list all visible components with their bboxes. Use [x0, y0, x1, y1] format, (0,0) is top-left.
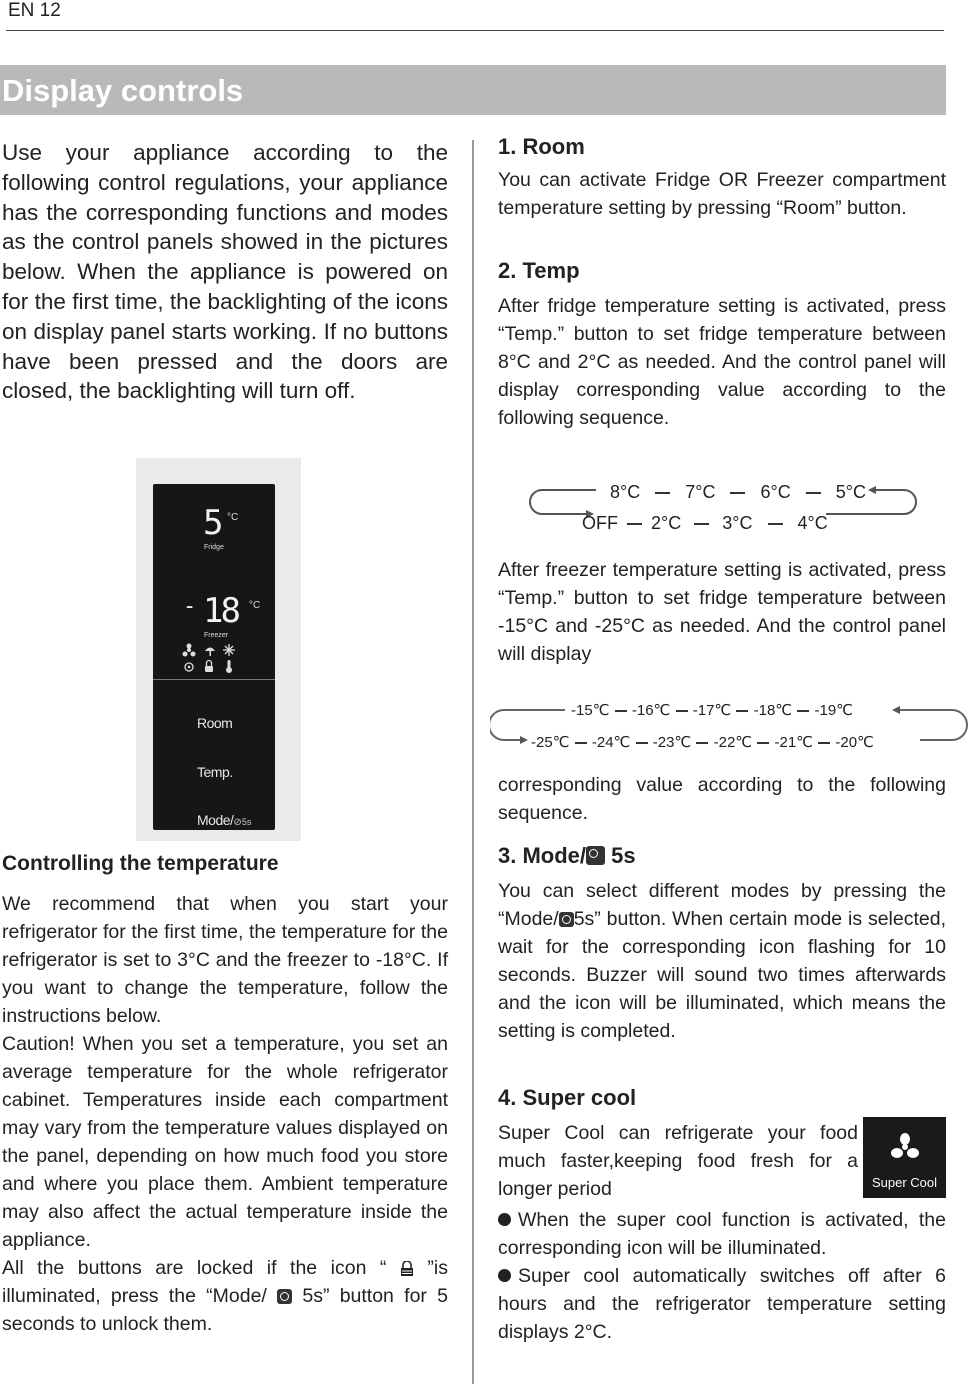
seq-off: OFF: [582, 513, 618, 533]
seq-minus15: -15℃: [571, 702, 610, 719]
seq-4c: 4°C: [797, 513, 828, 533]
freezer-unit: °C: [249, 600, 261, 611]
room-section: [498, 134, 946, 222]
fan-icon: [183, 644, 196, 657]
fan-icon: [890, 1132, 920, 1162]
mode-text: [498, 877, 946, 1045]
supercool-bullet-1: [498, 1206, 946, 1262]
temp-text-fridge: After fridge temperature setting is activated, press “Temp.” button to set fridge temperature between 8°C and 2°C as needed. And the control panel will display corresponding value according to the following sequence.: [498, 295, 946, 429]
seq-minus24: -24℃: [591, 734, 631, 751]
fridge-unit: °C: [227, 512, 239, 523]
section-title: Display controls: [2, 73, 244, 108]
room-text: You can activate Fridge OR Freezer compartment temperature setting by pressing “Room” button.: [498, 169, 946, 219]
controlling-text: [2, 890, 448, 1338]
lock-text-c: 5s” button for 5 seconds to unlock them.: [2, 1285, 448, 1335]
seq-minus17: -17℃: [692, 702, 732, 719]
control-panel-illustration: [136, 458, 301, 841]
freezer-label: Freezer: [204, 632, 229, 639]
supercool-heading: 4. Super cool: [498, 1085, 637, 1110]
controlling-paragraph-2: Caution! When you set a temperature, you set an average temperature for the whole refrigerator cabinet. Temperatures inside each compartment may vary from the temperature values displayed on the panel, depending on how much food you store and where you place them. Ambient temperature may also affect the actual temperature inside the appliance.: [2, 1033, 448, 1251]
temp-button[interactable]: Temp.: [197, 764, 233, 780]
seq-5c: 5°C: [835, 482, 866, 502]
lock-icon: [205, 661, 213, 673]
bullet-icon: [498, 1213, 511, 1226]
freezer-sequence-top: [571, 701, 853, 719]
mode-text-a: You can select different modes by pressing the “Mode/: [498, 880, 946, 930]
seq-minus21: -21℃: [774, 734, 814, 751]
seq-minus23: -23℃: [652, 734, 692, 751]
seq-7c: 7°C: [685, 482, 716, 502]
page-number: EN 12: [8, 0, 61, 21]
seq-minus25: -25℃: [531, 734, 570, 751]
bullet-icon: [498, 1269, 511, 1282]
control-panel: [153, 484, 275, 830]
seq-minus20: -20℃: [835, 734, 874, 751]
controlling-paragraph-1: We recommend that when you start your refrigerator for the first time, the temperature for the refrigerator is set to 3°C and the freezer to -18°C. If you want to change the temperature, follow the instructions below.: [2, 893, 448, 1027]
seq-minus22: -22℃: [713, 734, 753, 751]
snowflake-icon: [223, 644, 235, 656]
room-heading: 1. Room: [498, 134, 585, 159]
seq-2c: 2°C: [651, 513, 682, 533]
supercool-bullet-2: [498, 1262, 946, 1346]
freezer-temp-display: 18: [203, 591, 238, 631]
column-divider: [472, 140, 474, 1384]
lock-icon: [400, 1261, 414, 1277]
fridge-sequence-bottom: [582, 513, 828, 534]
mode-heading-b: 5s: [611, 843, 636, 868]
mode-icon: [586, 846, 605, 865]
mode-text-b: 5s” button. When certain mode is selected, wait for the corresponding icon flashing for 10 seconds. Buzzer will sound two times afterwards and the icon will be illuminated, which means the setting is completed.: [498, 908, 946, 1042]
mode-icon-inline: [559, 912, 574, 927]
seq-minus18: -18℃: [753, 702, 793, 719]
super-cool-icon-box: [863, 1117, 946, 1198]
panel-icon-row: [181, 642, 261, 676]
mode-heading-a: 3. Mode/: [498, 843, 587, 868]
temp-text-freezer: After freezer temperature setting is activated, press “Temp.” button to set fridge temperature between -15°C and -25°C as needed. And the control panel will display: [498, 559, 946, 665]
thermometer-icon: [226, 660, 232, 673]
freezer-minus: -: [183, 594, 197, 619]
mode-icon: [277, 1289, 292, 1304]
seq-8c: 8°C: [610, 482, 641, 502]
controlling-paragraph-3: [2, 1254, 448, 1338]
section-banner: [0, 65, 946, 115]
intro-paragraph: Use your appliance according to the following control regulations, your appliance has the corresponding functions and modes as the control panels showed in the pictures below. When the appliance is powered on for the first time, the backlighting of the icons on display panel starts working. If no buttons have been pressed and the doors are closed, the backlighting will turn off.: [2, 140, 448, 404]
holiday-icon: [205, 648, 215, 657]
room-button[interactable]: Room: [197, 715, 233, 731]
supercool-text: Super Cool can refrigerate your food much faster,keeping food fresh for a longer period: [498, 1122, 858, 1200]
bullet-2-text: Super cool automatically switches off after 6 hours and the refrigerator temperature setting displays 2°C.: [498, 1265, 946, 1343]
seq-3c: 3°C: [722, 513, 753, 533]
panel-separator: [153, 679, 275, 680]
eco-icon: [185, 663, 193, 671]
freezer-sequence-bottom: [531, 733, 874, 751]
fridge-sequence-top: [610, 482, 866, 503]
seq-minus16: -16℃: [631, 702, 671, 719]
bullet-1-text: When the super cool function is activated, the corresponding icon will be illuminated.: [498, 1209, 946, 1259]
controlling-heading: Controlling the temperature: [2, 852, 279, 875]
temp-text-sequence: corresponding value according to the following sequence.: [498, 774, 946, 824]
lock-text-b: ”is illuminated, press the “Mode/: [2, 1257, 448, 1307]
fridge-label: Fridge: [204, 544, 224, 551]
header-rule: [6, 30, 944, 31]
seq-6c: 6°C: [760, 482, 791, 502]
mode-button-label: Mode/: [197, 812, 234, 828]
super-cool-icon-label: Super Cool: [871, 1175, 938, 1190]
mode-button[interactable]: [197, 812, 251, 830]
mode-heading: [498, 843, 946, 869]
lock-text-a: All the buttons are locked if the icon “: [2, 1257, 387, 1279]
mode-lock-symbol: ⊘: [233, 817, 242, 828]
fridge-temp-display: 5: [203, 503, 224, 543]
mode-button-5s: 5s: [241, 817, 252, 827]
temp-heading: 2. Temp: [498, 258, 580, 283]
seq-minus19: -19℃: [814, 702, 854, 719]
mode-section: [498, 843, 946, 1045]
temp-section: [498, 258, 946, 432]
